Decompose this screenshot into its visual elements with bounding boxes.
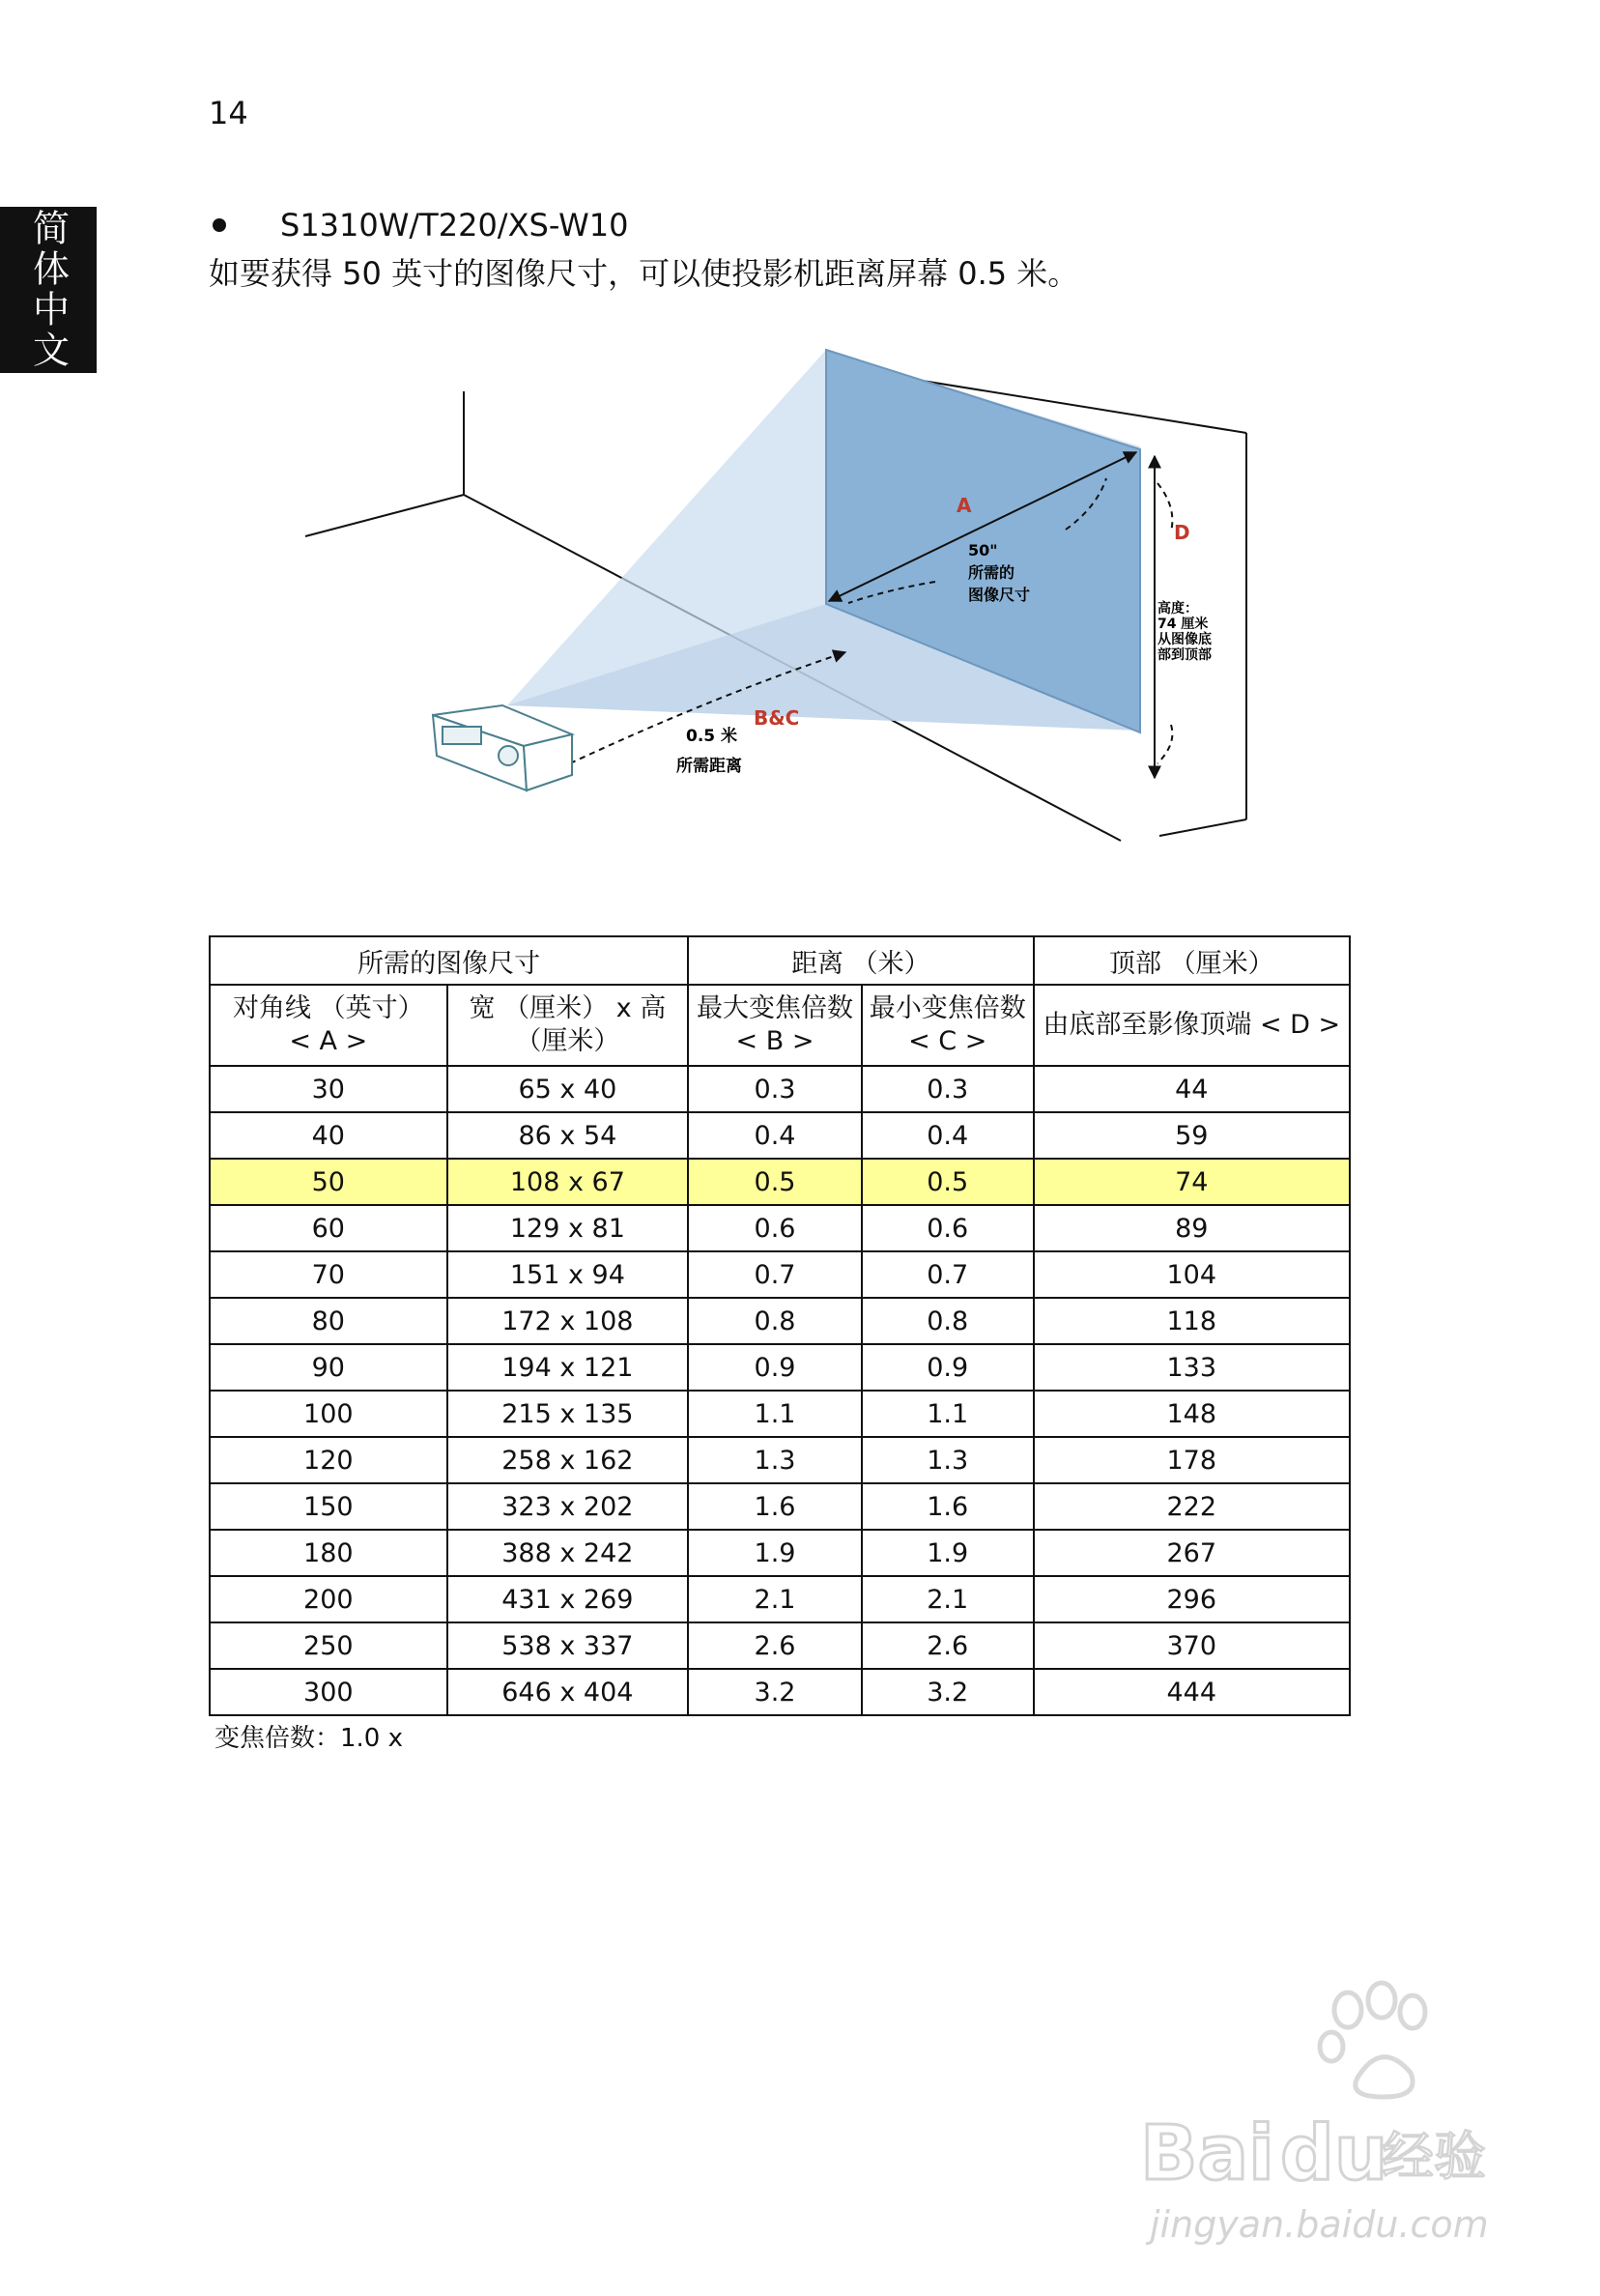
table-row bbox=[210, 1112, 1350, 1159]
cell-diagonal: 180 bbox=[210, 1530, 447, 1576]
cell-min-zoom-distance: 0.3 bbox=[862, 1066, 1034, 1112]
cell-min-zoom-distance: 1.3 bbox=[862, 1437, 1034, 1483]
paw-icon bbox=[1320, 1983, 1425, 2097]
diag-line2: 图像尺寸 bbox=[968, 586, 1031, 604]
group-header-image-size: 所需的图像尺寸 bbox=[210, 936, 688, 985]
cell-width-height: 65 x 40 bbox=[447, 1066, 689, 1112]
cell-bottom-to-top: 148 bbox=[1034, 1391, 1350, 1437]
table-row bbox=[210, 1205, 1350, 1251]
cell-width-height: 388 x 242 bbox=[447, 1530, 689, 1576]
cell-bottom-to-top: 59 bbox=[1034, 1112, 1350, 1159]
zoom-note: 变焦倍数：1.0 x bbox=[214, 1724, 404, 1753]
cell-max-zoom-distance: 1.6 bbox=[688, 1483, 862, 1530]
cell-min-zoom-distance: 0.8 bbox=[862, 1298, 1034, 1344]
cell-min-zoom-distance: 0.6 bbox=[862, 1205, 1034, 1251]
col-header-width-height: 宽 （厘米） x 高 （厘米） bbox=[447, 985, 689, 1066]
cell-max-zoom-distance: 0.6 bbox=[688, 1205, 862, 1251]
language-side-tab-label: 简体中文 bbox=[26, 209, 70, 371]
col-header-bottom-to-top: 由底部至影像顶端 < D > bbox=[1034, 985, 1350, 1066]
cell-min-zoom-distance: 0.7 bbox=[862, 1251, 1034, 1298]
cell-bottom-to-top: 370 bbox=[1034, 1622, 1350, 1669]
cell-min-zoom-distance: 1.9 bbox=[862, 1530, 1034, 1576]
cell-min-zoom-distance: 3.2 bbox=[862, 1669, 1034, 1715]
cell-max-zoom-distance: 1.9 bbox=[688, 1530, 862, 1576]
cell-bottom-to-top: 118 bbox=[1034, 1298, 1350, 1344]
cell-width-height: 431 x 269 bbox=[447, 1576, 689, 1622]
cell-max-zoom-distance: 0.5 bbox=[688, 1159, 862, 1205]
table-row bbox=[210, 1622, 1350, 1669]
group-header-top: 顶部 （厘米） bbox=[1034, 936, 1350, 985]
cell-max-zoom-distance: 0.3 bbox=[688, 1066, 862, 1112]
svg-text:du: du bbox=[1280, 2110, 1388, 2197]
cell-min-zoom-distance: 0.9 bbox=[862, 1344, 1034, 1391]
cell-max-zoom-distance: 1.1 bbox=[688, 1391, 862, 1437]
table-row bbox=[210, 1066, 1350, 1112]
cell-width-height: 86 x 54 bbox=[447, 1112, 689, 1159]
dist-value: 0.5 米 bbox=[686, 727, 738, 746]
cell-diagonal: 80 bbox=[210, 1298, 447, 1344]
label-a: A bbox=[957, 494, 972, 517]
table-row bbox=[210, 1576, 1350, 1622]
cell-diagonal: 300 bbox=[210, 1669, 447, 1715]
table-row bbox=[210, 1251, 1350, 1298]
diag-line1: 所需的 bbox=[968, 563, 1015, 582]
group-header-distance: 距离 （米） bbox=[688, 936, 1033, 985]
col-header-max-zoom: 最大变焦倍数 < B > bbox=[688, 985, 862, 1066]
cell-diagonal: 50 bbox=[210, 1159, 447, 1205]
cell-min-zoom-distance: 2.6 bbox=[862, 1622, 1034, 1669]
cell-bottom-to-top: 89 bbox=[1034, 1205, 1350, 1251]
cell-bottom-to-top: 178 bbox=[1034, 1437, 1350, 1483]
cell-max-zoom-distance: 0.4 bbox=[688, 1112, 862, 1159]
height-line4: 部到顶部 bbox=[1157, 647, 1212, 663]
cell-bottom-to-top: 133 bbox=[1034, 1344, 1350, 1391]
table-row bbox=[210, 1530, 1350, 1576]
svg-text:Bai: Bai bbox=[1140, 2110, 1274, 2197]
cell-max-zoom-distance: 0.8 bbox=[688, 1298, 862, 1344]
cell-width-height: 646 x 404 bbox=[447, 1669, 689, 1715]
dist-label: 所需距离 bbox=[676, 757, 742, 776]
projection-size-table bbox=[209, 935, 1351, 1716]
cell-diagonal: 30 bbox=[210, 1066, 447, 1112]
projector-icon bbox=[433, 705, 572, 790]
cell-bottom-to-top: 444 bbox=[1034, 1669, 1350, 1715]
cell-min-zoom-distance: 1.1 bbox=[862, 1391, 1034, 1437]
cell-bottom-to-top: 296 bbox=[1034, 1576, 1350, 1622]
model-heading bbox=[209, 207, 628, 244]
cell-diagonal: 200 bbox=[210, 1576, 447, 1622]
page-number: 14 bbox=[209, 95, 248, 131]
table-group-header-row bbox=[210, 936, 1350, 985]
table-row bbox=[210, 1298, 1350, 1344]
cell-max-zoom-distance: 2.1 bbox=[688, 1576, 862, 1622]
cell-max-zoom-distance: 3.2 bbox=[688, 1669, 862, 1715]
cell-width-height: 258 x 162 bbox=[447, 1437, 689, 1483]
cell-width-height: 172 x 108 bbox=[447, 1298, 689, 1344]
table-row bbox=[210, 1437, 1350, 1483]
cell-max-zoom-distance: 0.9 bbox=[688, 1344, 862, 1391]
cell-width-height: 194 x 121 bbox=[447, 1344, 689, 1391]
cell-width-height: 215 x 135 bbox=[447, 1391, 689, 1437]
table-row bbox=[210, 1483, 1350, 1530]
cell-bottom-to-top: 267 bbox=[1034, 1530, 1350, 1576]
cell-diagonal: 70 bbox=[210, 1251, 447, 1298]
cell-bottom-to-top: 222 bbox=[1034, 1483, 1350, 1530]
cell-diagonal: 100 bbox=[210, 1391, 447, 1437]
cell-bottom-to-top: 74 bbox=[1034, 1159, 1350, 1205]
cell-min-zoom-distance: 2.1 bbox=[862, 1576, 1034, 1622]
cell-diagonal: 120 bbox=[210, 1437, 447, 1483]
col-header-diagonal: 对角线 （英寸） < A > bbox=[210, 985, 447, 1066]
model-heading-text: S1310W/T220/XS-W10 bbox=[280, 207, 629, 244]
col-header-min-zoom: 最小变焦倍数 < C > bbox=[862, 985, 1034, 1066]
cell-min-zoom-distance: 0.4 bbox=[862, 1112, 1034, 1159]
cell-max-zoom-distance: 1.3 bbox=[688, 1437, 862, 1483]
language-side-tab bbox=[0, 207, 97, 373]
bullet-icon bbox=[213, 218, 226, 232]
height-line2: 74 厘米 bbox=[1157, 617, 1209, 632]
cell-bottom-to-top: 104 bbox=[1034, 1251, 1350, 1298]
cell-diagonal: 40 bbox=[210, 1112, 447, 1159]
cell-bottom-to-top: 44 bbox=[1034, 1066, 1350, 1112]
height-line3: 从图像底 bbox=[1157, 632, 1212, 647]
diag-size: 50" bbox=[968, 541, 998, 560]
table-row bbox=[210, 1669, 1350, 1715]
table-row bbox=[210, 1344, 1350, 1391]
intro-text: 如要获得 50 英寸的图像尺寸，可以使投影机距离屏幕 0.5 米。 bbox=[209, 255, 1079, 292]
watermark-url: jingyan.baidu.com bbox=[1150, 2203, 1489, 2246]
cell-min-zoom-distance: 1.6 bbox=[862, 1483, 1034, 1530]
label-bc: B&C bbox=[754, 706, 800, 730]
cell-width-height: 538 x 337 bbox=[447, 1622, 689, 1669]
cell-diagonal: 90 bbox=[210, 1344, 447, 1391]
cell-min-zoom-distance: 0.5 bbox=[862, 1159, 1034, 1205]
height-line1: 高度： bbox=[1157, 601, 1198, 617]
cell-diagonal: 250 bbox=[210, 1622, 447, 1669]
cell-width-height: 151 x 94 bbox=[447, 1251, 689, 1298]
cell-width-height: 108 x 67 bbox=[447, 1159, 689, 1205]
cell-width-height: 129 x 81 bbox=[447, 1205, 689, 1251]
cell-diagonal: 60 bbox=[210, 1205, 447, 1251]
svg-text:经验: 经验 bbox=[1382, 2126, 1486, 2187]
projection-diagram bbox=[290, 329, 1275, 870]
cell-width-height: 323 x 202 bbox=[447, 1483, 689, 1530]
label-d: D bbox=[1174, 521, 1190, 544]
table-column-header-row bbox=[210, 985, 1350, 1066]
cell-max-zoom-distance: 0.7 bbox=[688, 1251, 862, 1298]
table-row bbox=[210, 1391, 1350, 1437]
cell-max-zoom-distance: 2.6 bbox=[688, 1622, 862, 1669]
cell-diagonal: 150 bbox=[210, 1483, 447, 1530]
baidu-jingyan-watermark bbox=[1130, 1971, 1498, 2261]
table-row bbox=[210, 1159, 1350, 1205]
